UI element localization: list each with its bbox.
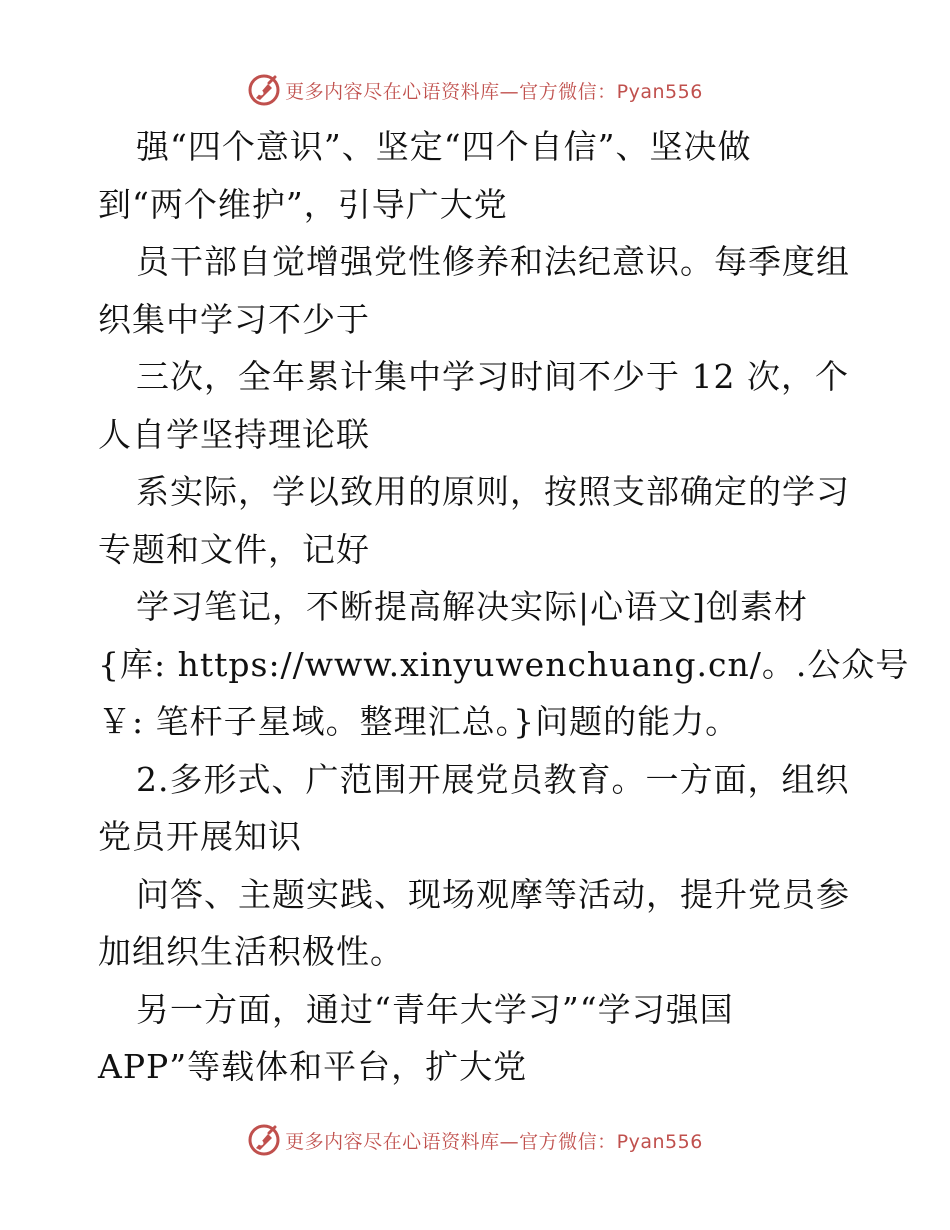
pen-nib-logo-icon xyxy=(247,73,281,107)
text-line: 织集中学习不少于 xyxy=(98,299,370,339)
text-line: 党员开展知识 xyxy=(98,817,302,856)
pen-nib-logo-icon xyxy=(247,1123,281,1157)
text-line: APP”等载体和平台，扩大党 xyxy=(98,1047,528,1086)
text-line: 加组织生活积极性。 xyxy=(98,932,404,971)
text-line: 专题和文件，记好 xyxy=(98,529,370,569)
header-watermark xyxy=(0,70,950,110)
text-line: 另一方面，通过“青年大学习”“学习强国 xyxy=(136,989,734,1029)
text-line: 系实际，学以致用的原则，按照支部确定的学习 xyxy=(136,472,850,511)
text-line: 到“两个维护”，引导广大党 xyxy=(98,184,508,224)
footer-watermark-text: 更多内容尽在心语资料库—官方微信：Pyan556 xyxy=(285,1130,703,1153)
text-line: 学习笔记，不断提高解决实际|心语文]创素材 xyxy=(136,587,808,626)
text-line: 员干部自觉增强党性修养和法纪意识。每季度组 xyxy=(136,242,850,281)
text-line: 强“四个意识”、坚定“四个自信”、坚决做 xyxy=(136,127,752,166)
text-line: 人自学坚持理论联 xyxy=(98,414,370,454)
text-line: 问答、主题实践、现场观摩等活动，提升党员参 xyxy=(136,874,850,914)
text-line: 三次，全年累计集中学习时间不少于 12 次，个 xyxy=(136,357,849,396)
text-line: 2.多形式、广范围开展党员教育。一方面，组织 xyxy=(136,759,850,799)
document-body xyxy=(98,118,910,1096)
header-watermark-text: 更多内容尽在心语资料库—官方微信：Pyan556 xyxy=(285,80,703,103)
footer-watermark xyxy=(0,1120,950,1160)
text-line: ￥: 笔杆子星域。整理汇总。}问题的能力。 xyxy=(98,702,740,741)
text-line: {库: https://www.xinyuwenchuang.cn/。.公众号 xyxy=(98,644,910,684)
